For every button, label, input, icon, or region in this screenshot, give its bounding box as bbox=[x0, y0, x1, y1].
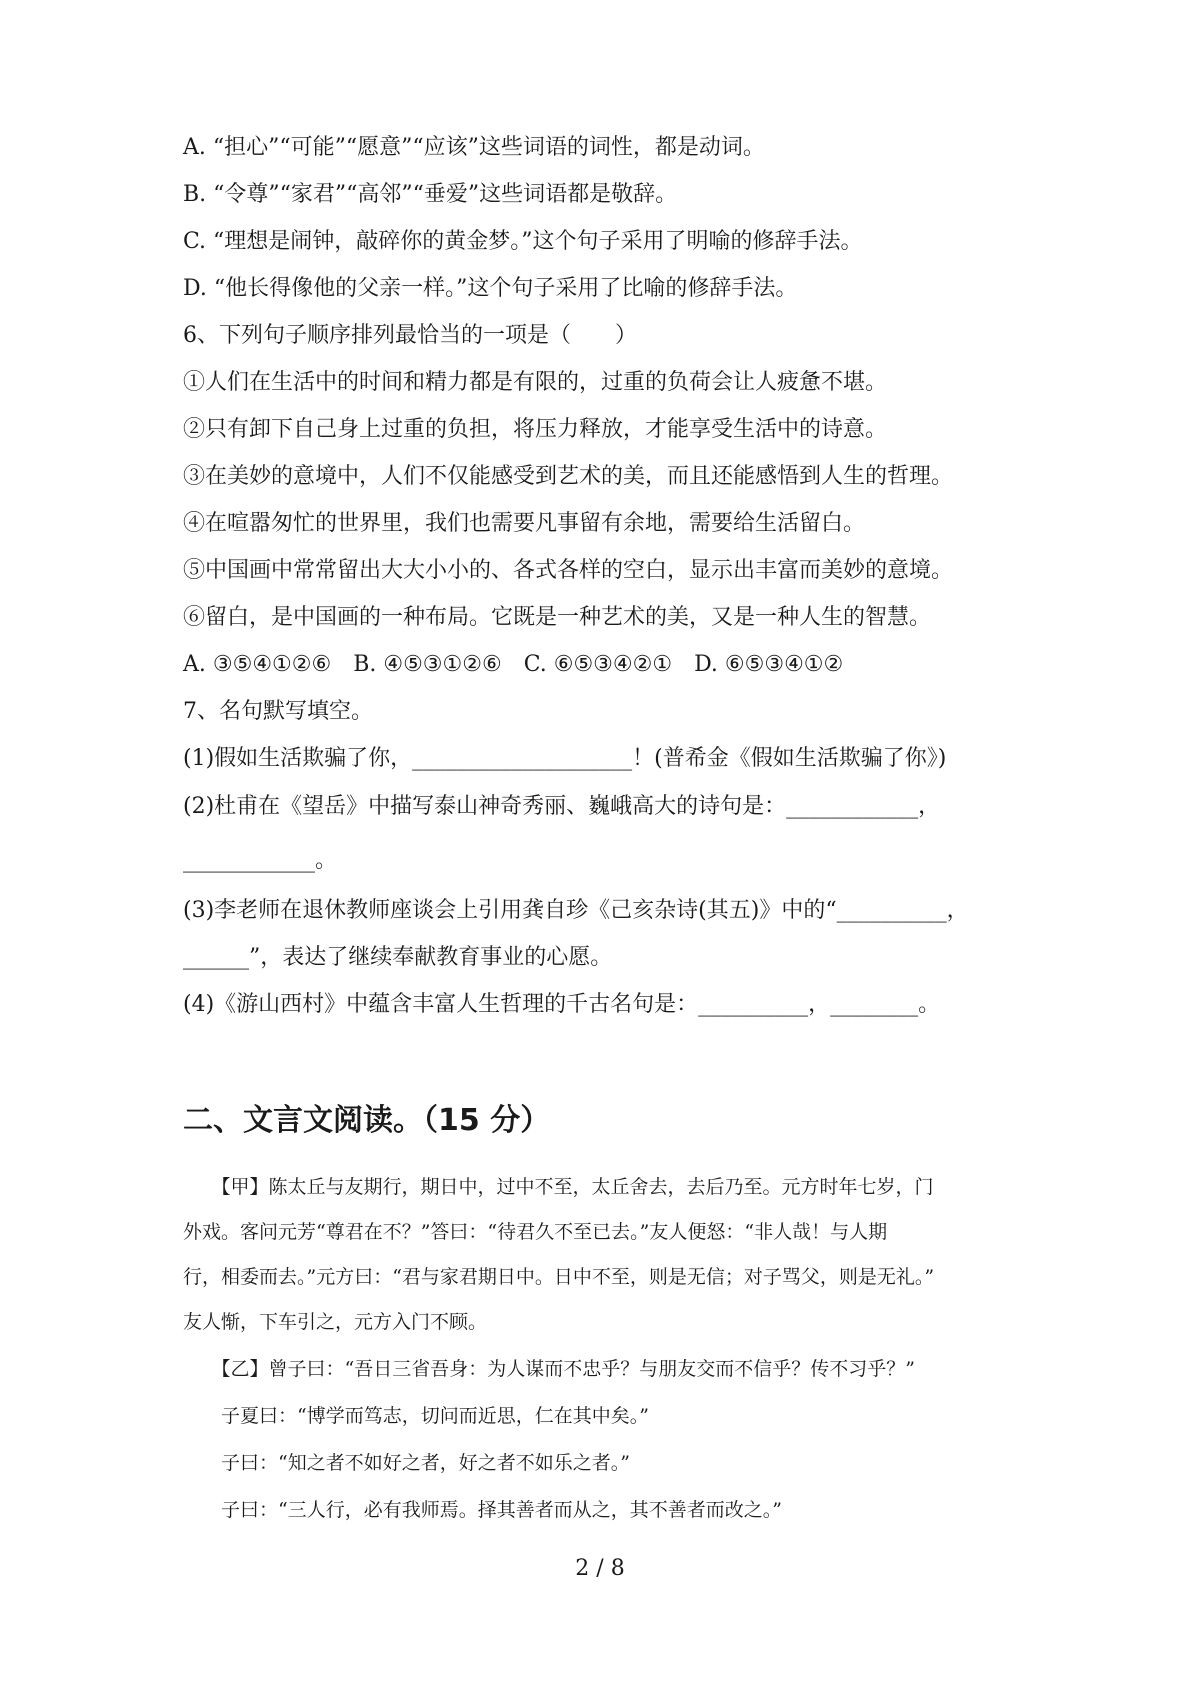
passage-jia-line: 外戏。客问元芳“尊君在不？”答曰：“待君久不至已去。”友人便怒：“非人哉！与人期 bbox=[183, 1221, 888, 1243]
q5-option-d: D. “他长得像他的父亲一样。”这个句子采用了比喻的修辞手法。 bbox=[183, 276, 798, 301]
passage-jia-line: 行，相委而去。”元方曰：“君与家君期日中。日中不至，则是无信；对子骂父，则是无礼。” bbox=[183, 1266, 935, 1288]
q6-sentence: ⑤中国画中常常留出大大小小的、各式各样的空白，显示出丰富而美妙的意境。 bbox=[183, 558, 954, 583]
passage-yi-line: 子夏曰：“博学而笃志，切问而近思，仁在其中矣。” bbox=[183, 1405, 649, 1427]
passage-yi-line: 子曰：“知之者不如好之者，好之者不如乐之者。” bbox=[183, 1452, 630, 1474]
page-number: 2 / 8 bbox=[575, 1556, 625, 1581]
q7-stem: 7、名句默写填空。 bbox=[183, 699, 373, 724]
q7-line: (1)假如生活欺骗了你，____________________！(普希金《假如生活欺骗了你》) bbox=[183, 746, 947, 771]
q6-sentence: ⑥留白，是中国画的一种布局。它既是一种艺术的美，又是一种人生的智慧。 bbox=[183, 605, 932, 630]
passage-jia-line: 【甲】陈太丘与友期行，期日中，过中不至，太丘舍去，去后乃至。元方时年七岁，门 bbox=[183, 1176, 934, 1198]
q6-stem: 6、下列句子顺序排列最恰当的一项是（ ） bbox=[183, 323, 637, 348]
q7-line: ______”，表达了继续奉献教育事业的心愿。 bbox=[183, 945, 613, 970]
section-heading: 二、文言文阅读。（15 分） bbox=[183, 1103, 551, 1138]
q7-line: ____________。 bbox=[183, 848, 338, 873]
q5-option-c: C. “理想是闹钟，敲碎你的黄金梦。”这个句子采用了明喻的修辞手法。 bbox=[183, 229, 863, 254]
q7-line: (2)杜甫在《望岳》中描写泰山神奇秀丽、巍峨高大的诗句是：____________， bbox=[183, 794, 941, 819]
q5-option-a: A. “担心”“可能”“愿意”“应该”这些词语的词性，都是动词。 bbox=[183, 135, 765, 160]
q6-sentence: ③在美妙的意境中，人们不仅能感受到艺术的美，而且还能感悟到人生的哲理。 bbox=[183, 464, 954, 489]
q6-options: A. ③⑤④①②⑥ B. ④⑤③①②⑥ C. ⑥⑤③④②① D. ⑥⑤③④①② bbox=[183, 652, 844, 677]
passage-yi-line: 【乙】曾子曰：“吾日三省吾身：为人谋而不忠乎？与朋友交而不信乎？传不习乎？” bbox=[183, 1358, 915, 1380]
q6-sentence: ①人们在生活中的时间和精力都是有限的，过重的负荷会让人疲惫不堪。 bbox=[183, 370, 888, 395]
q6-sentence: ④在喧嚣匆忙的世界里，我们也需要凡事留有余地，需要给生活留白。 bbox=[183, 511, 866, 536]
passage-yi-line: 子曰：“三人行，必有我师焉。择其善者而从之，其不善者而改之。” bbox=[183, 1499, 782, 1521]
q7-line: (3)李老师在退休教师座谈会上引用龚自珍《己亥杂诗(其五)》中的“__________， bbox=[183, 898, 969, 923]
passage-jia-line: 友人惭，下车引之，元方入门不顾。 bbox=[183, 1311, 488, 1333]
q7-line: (4)《游山西村》中蕴含丰富人生哲理的千古名句是：__________，________。 bbox=[183, 992, 941, 1017]
q6-sentence: ②只有卸下自己身上过重的负担，将压力释放，才能享受生活中的诗意。 bbox=[183, 417, 888, 442]
q5-option-b: B. “令尊”“家君”“高邻”“垂爱”这些词语都是敬辞。 bbox=[183, 182, 678, 207]
